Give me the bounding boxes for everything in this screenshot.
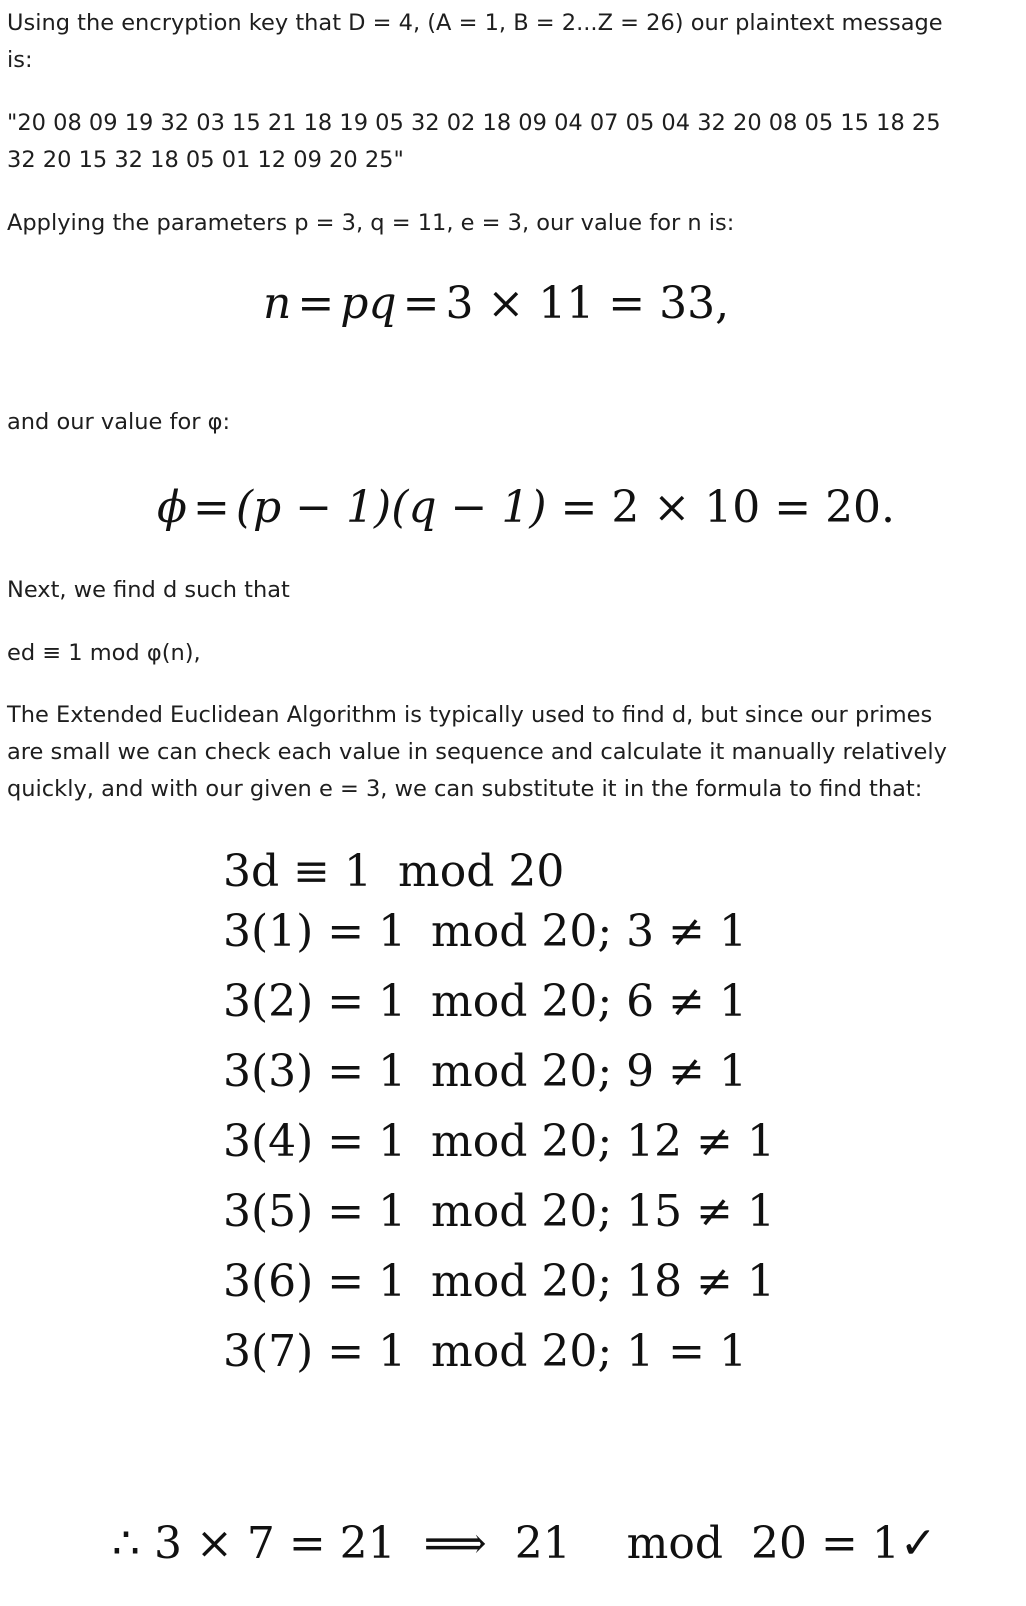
eq-n-lhs: n bbox=[263, 278, 292, 329]
row-rhs: mod 20; 18 ≠ 1 bbox=[431, 1256, 775, 1307]
derivation-head bbox=[223, 846, 565, 897]
derivation-row bbox=[223, 1046, 747, 1097]
implies-arrow: ⟹ bbox=[423, 1518, 487, 1569]
row-lhs: 3(7) = 1 bbox=[223, 1326, 407, 1377]
derivation-row bbox=[223, 1326, 747, 1377]
row-lhs: 3(4) = 1 bbox=[223, 1116, 407, 1167]
row-rhs: mod 20; 6 ≠ 1 bbox=[431, 976, 747, 1027]
equation-n: n = pq = 3 × 11 = 33, bbox=[263, 278, 730, 329]
row-lhs: 3(1) = 1 bbox=[223, 906, 407, 957]
eq-phi-expr: (p − 1)(q − 1) bbox=[235, 482, 547, 533]
derivation-row bbox=[223, 906, 747, 957]
row-lhs: 3(6) = 1 bbox=[223, 1256, 407, 1307]
derivation-head-lhs: 3d ≡ 1 bbox=[223, 846, 372, 897]
euclid-explanation: The Extended Euclidean Algorithm is typically used to find d, but since our primes are small we can check each value in sequence and calculate it manually relatively quickly, and with our given e = 3, we can substitute it in the formula to find that: bbox=[7, 702, 947, 802]
row-lhs: 3(2) = 1 bbox=[223, 976, 407, 1027]
row-rhs: mod 20; 3 ≠ 1 bbox=[431, 906, 747, 957]
therefore-symbol: ∴ bbox=[112, 1518, 140, 1569]
conclusion bbox=[112, 1518, 937, 1569]
row-rhs: mod 20; 9 ≠ 1 bbox=[431, 1046, 747, 1097]
phi-intro-text: and our value for φ: bbox=[7, 409, 231, 435]
derivation-head-mod: mod 20 bbox=[398, 846, 565, 897]
row-lhs: 3(3) = 1 bbox=[223, 1046, 407, 1097]
row-lhs: 3(5) = 1 bbox=[223, 1186, 407, 1237]
eq-phi-rhs: = 2 × 10 = 20. bbox=[560, 482, 896, 533]
row-rhs: mod 20; 15 ≠ 1 bbox=[431, 1186, 775, 1237]
derivation-row bbox=[223, 1186, 775, 1237]
derivation-row bbox=[223, 1116, 775, 1167]
derivation-row bbox=[223, 976, 747, 1027]
row-rhs: mod 20; 1 = 1 bbox=[431, 1326, 747, 1377]
parameters-text: Applying the parameters p = 3, q = 11, e = 3, our value for n is: bbox=[7, 210, 735, 236]
conclusion-left: 3 × 7 = 21 bbox=[154, 1518, 396, 1569]
row-rhs: mod 20; 12 ≠ 1 bbox=[431, 1116, 775, 1167]
plaintext-message: "20 08 09 19 32 03 15 21 18 19 05 32 02 18 09 04 07 05 04 32 20 08 05 15 18 25 32 20 15 32 18 05 01 12 09 20 25" bbox=[7, 110, 941, 173]
derivation-row bbox=[223, 1256, 775, 1307]
congruence-text: ed ≡ 1 mod φ(n), bbox=[7, 640, 201, 666]
eq-phi-symbol: ϕ bbox=[157, 482, 187, 533]
intro-text: Using the encryption key that D = 4, (A = 1, B = 2...Z = 26) our plaintext message is: bbox=[7, 10, 943, 73]
equation-phi: ϕ = (p − 1)(q − 1) = 2 × 10 = 20. bbox=[157, 482, 896, 533]
conclusion-right: 21 mod 20 = 1✓ bbox=[514, 1518, 937, 1569]
eq-n-rhs: 3 × 11 = 33, bbox=[445, 278, 730, 329]
eq-n-pq: pq bbox=[340, 278, 397, 329]
next-step-text: Next, we find d such that bbox=[7, 577, 290, 603]
